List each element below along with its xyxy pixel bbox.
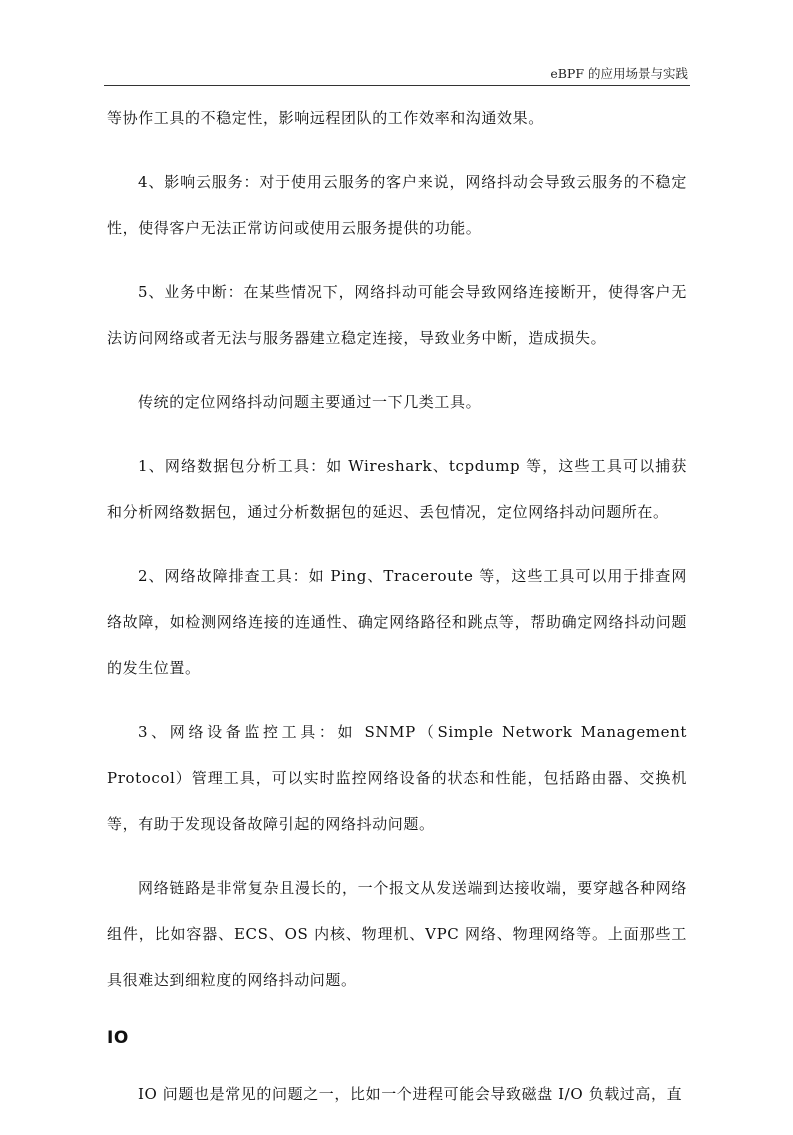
- paragraph-device-monitoring-tools: 3、网络设备监控工具：如 SNMP（Simple Network Management Protocol）管理工具，可以实时监控网络设备的状态和性能，包括路由器、交换机等，有助于发现设备故障引起的网络抖动问题。: [107, 723, 687, 833]
- paragraph-network-link-complexity: 网络链路是非常复杂且漫长的，一个报文从发送端到达接收端，要穿越各种网络组件，比如容器、ECS、OS 内核、物理机、VPC 网络、物理网络等。上面那些工具很难达到细粒度的网络抖动问题。: [107, 879, 687, 989]
- paragraph-troubleshooting-tools: 2、网络故障排查工具：如 Ping、Traceroute 等，这些工具可以用于排查网络故障，如检测网络连接的连通性、确定网络路径和跳点等，帮助确定网络抖动问题的发生位置。: [107, 567, 687, 677]
- section-title-io: IO: [107, 1028, 129, 1048]
- header-divider: [104, 85, 690, 86]
- paragraph-io-intro: IO 问题也是常见的问题之一，比如一个进程可能会导致磁盘 I/O 负载过高，直: [138, 1085, 683, 1103]
- paragraph-traditional-tools-intro: 传统的定位网络抖动问题主要通过一下几类工具。: [138, 393, 482, 411]
- document-body: [107, 103, 687, 1135]
- paragraph-business-interruption: 5、业务中断：在某些情况下，网络抖动可能会导致网络连接断开，使得客户无法访问网络或者无法与服务器建立稳定连接，导致业务中断，造成损失。: [107, 283, 687, 347]
- paragraph-continuation: 等协作工具的不稳定性，影响远程团队的工作效率和沟通效果。: [107, 109, 544, 127]
- paragraph-cloud-service: 4、影响云服务：对于使用云服务的客户来说，网络抖动会导致云服务的不稳定性，使得客户无法正常访问或使用云服务提供的功能。: [107, 173, 687, 237]
- paragraph-packet-analysis-tools: 1、网络数据包分析工具：如 Wireshark、tcpdump 等，这些工具可以捕获和分析网络数据包，通过分析数据包的延迟、丢包情况，定位网络抖动问题所在。: [107, 457, 687, 521]
- running-header: eBPF 的应用场景与实践: [550, 66, 688, 81]
